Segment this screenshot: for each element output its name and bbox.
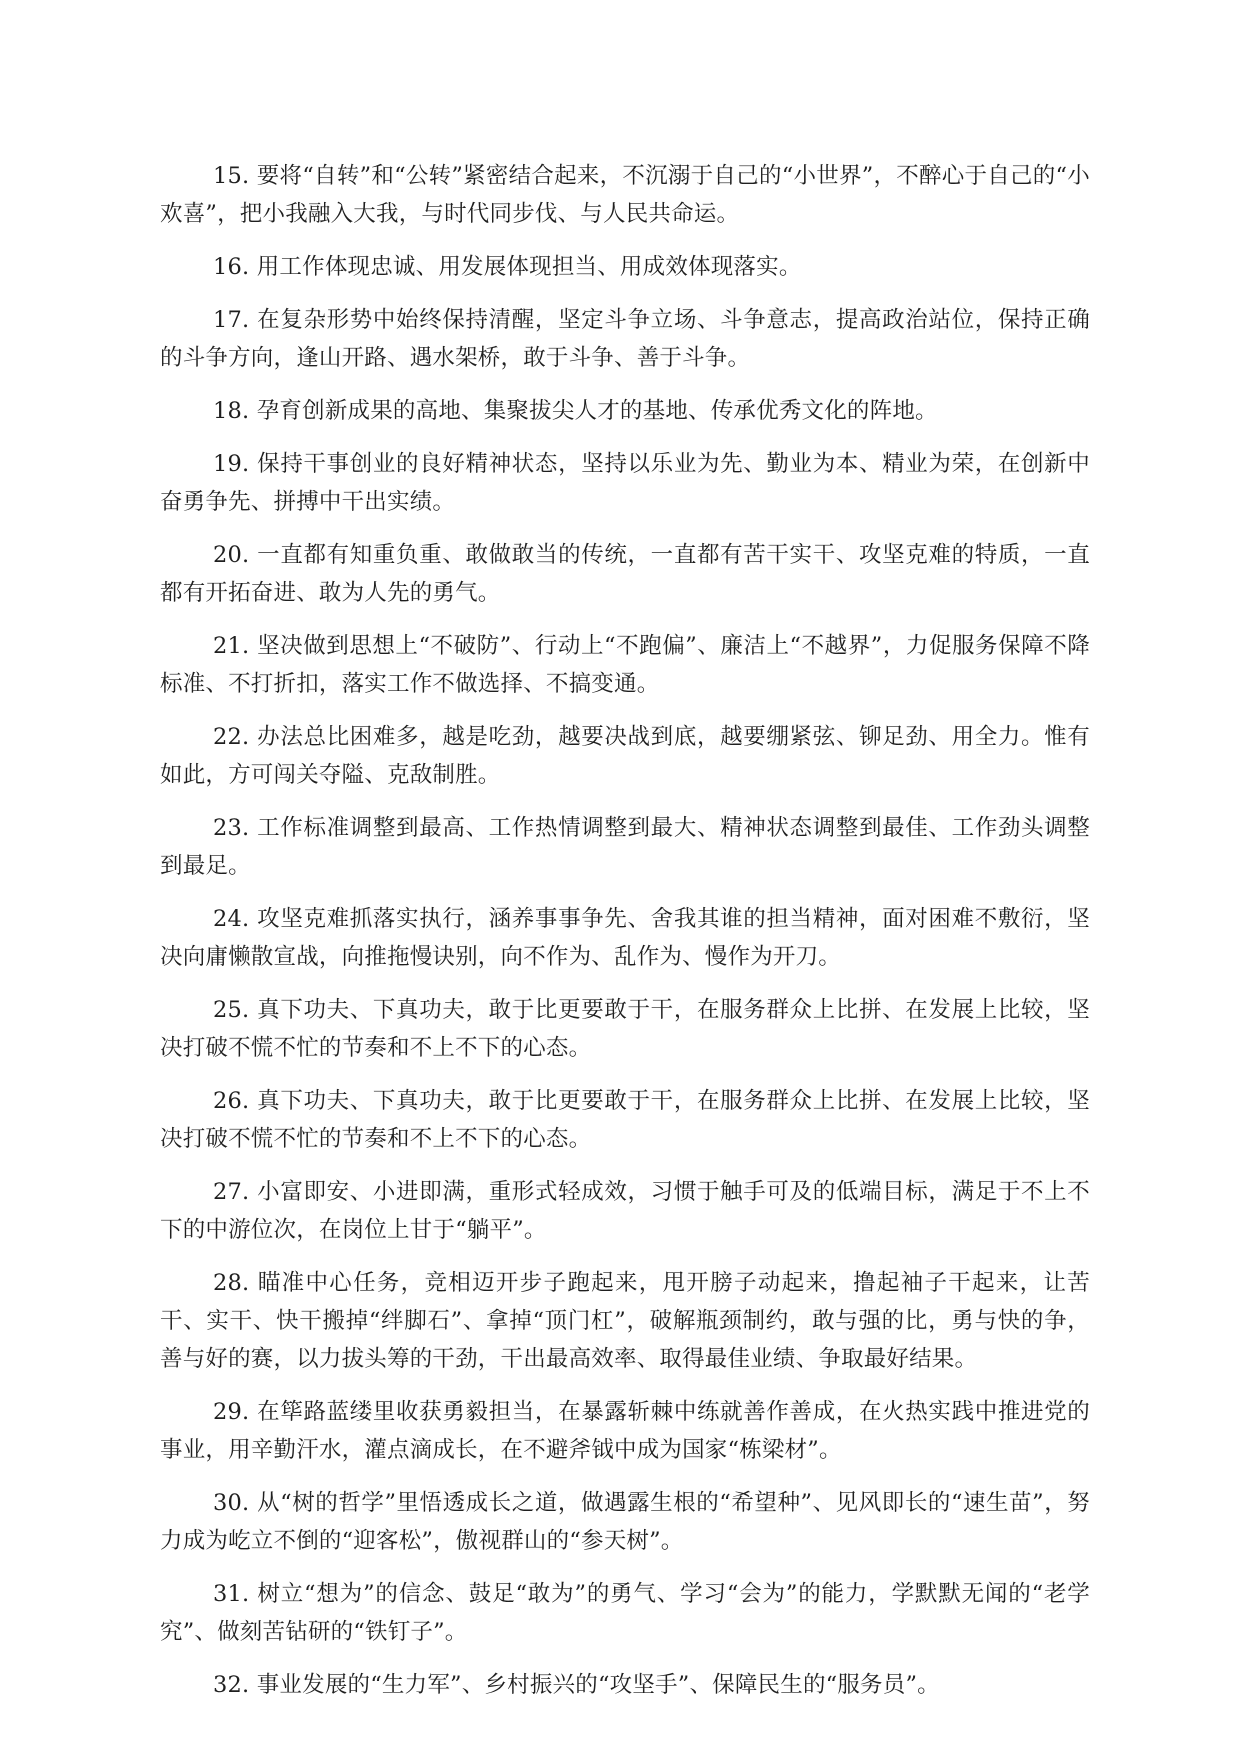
paragraph-18: 18. 孕育创新成果的高地、集聚拔尖人才的基地、传承优秀文化的阵地。	[213, 398, 938, 424]
paragraph-26: 26. 真下功夫、下真功夫，敢于比更要敢于干，在服务群众上比拼、在发展上比较，坚决打破不慌不忙的节奏和不上不下的心态。	[160, 1088, 1090, 1152]
document-body	[160, 157, 1090, 1719]
paragraph-29: 29. 在筚路蓝缕里收获勇毅担当，在暴露斩棘中练就善作善成，在火热实践中推进党的事业，用辛勤汗水，灌点滴成长，在不避斧钺中成为国家“栋梁材”。	[160, 1399, 1090, 1463]
paragraph-22: 22. 办法总比困难多，越是吃劲，越要决战到底，越要绷紧弦、铆足劲、用全力。惟有如此，方可闯关夺隘、克敌制胜。	[160, 724, 1090, 788]
paragraph-28: 28. 瞄准中心任务，竞相迈开步子跑起来，甩开膀子动起来，撸起袖子干起来，让苦干、实干、快干搬掉“绊脚石”、拿掉“顶门杠”，破解瓶颈制约，敢与强的比，勇与快的争，善与好的赛，以力拔头筹的干劲，干出最高效率、取得最佳业绩、争取最好结果。	[160, 1270, 1090, 1372]
paragraph-20: 20. 一直都有知重负重、敢做敢当的传统，一直都有苦干实干、攻坚克难的特质，一直都有开拓奋进、敢为人先的勇气。	[160, 542, 1090, 606]
paragraph-16: 16. 用工作体现忠诚、用发展体现担当、用成效体现落实。	[213, 254, 802, 280]
paragraph-32: 32. 事业发展的“生力军”、乡村振兴的“攻坚手”、保障民生的“服务员”。	[213, 1672, 940, 1698]
paragraph-30: 30. 从“树的哲学”里悟透成长之道，做遇露生根的“希望种”、见风即长的“速生苗”，努力成为屹立不倒的“迎客松”，傲视群山的“参天树”。	[160, 1490, 1090, 1554]
paragraph-15: 15. 要将“自转”和“公转”紧密结合起来，不沉溺于自己的“小世界”，不醉心于自己的“小欢喜”，把小我融入大我，与时代同步伐、与人民共命运。	[160, 163, 1090, 227]
paragraph-31: 31. 树立“想为”的信念、鼓足“敢为”的勇气、学习“会为”的能力，学默默无闻的“老学究”、做刻苦钻研的“铁钉子”。	[160, 1581, 1090, 1645]
paragraph-23: 23. 工作标准调整到最高、工作热情调整到最大、精神状态调整到最佳、工作劲头调整到最足。	[160, 815, 1090, 879]
paragraph-21: 21. 坚决做到思想上“不破防”、行动上“不跑偏”、廉洁上“不越界”，力促服务保障不降标准、不打折扣，落实工作不做选择、不搞变通。	[160, 633, 1090, 697]
paragraph-25: 25. 真下功夫、下真功夫，敢于比更要敢于干，在服务群众上比拼、在发展上比较，坚决打破不慌不忙的节奏和不上不下的心态。	[160, 997, 1090, 1061]
paragraph-27: 27. 小富即安、小进即满，重形式轻成效，习惯于触手可及的低端目标，满足于不上不下的中游位次，在岗位上甘于“躺平”。	[160, 1179, 1090, 1243]
paragraph-19: 19. 保持干事创业的良好精神状态，坚持以乐业为先、勤业为本、精业为荣，在创新中奋勇争先、拼搏中干出实绩。	[160, 451, 1090, 515]
paragraph-24: 24. 攻坚克难抓落实执行，涵养事事争先、舍我其谁的担当精神，面对困难不敷衍，坚决向庸懒散宣战，向推拖慢诀别，向不作为、乱作为、慢作为开刀。	[160, 906, 1090, 970]
paragraph-17: 17. 在复杂形势中始终保持清醒，坚定斗争立场、斗争意志，提高政治站位，保持正确的斗争方向，逢山开路、遇水架桥，敢于斗争、善于斗争。	[160, 307, 1090, 371]
